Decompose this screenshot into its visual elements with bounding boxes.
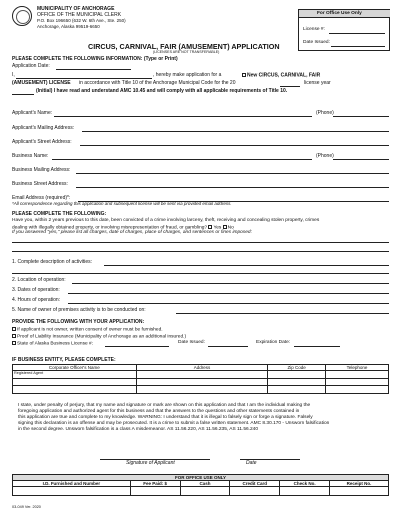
title10-text: in accordance with Title 10 of the Anchorage Municipal Code for the 20 (79, 80, 236, 86)
item2-label: 2. Location of operation: (12, 277, 66, 283)
item1-label: 1. Complete description of activities: (12, 259, 93, 265)
business-name-label: Business Name: (12, 153, 49, 159)
section3-heading: PROVIDE THE FOLLOWING WITH YOUR APPLICATION: (12, 319, 145, 325)
application-date-label: Application Date: (12, 63, 50, 69)
state-license-checkbox[interactable] (12, 341, 16, 345)
corporate-officers-table (12, 364, 389, 394)
col-fee-paid: Fee Paid: $ (130, 481, 180, 487)
street-address-field[interactable] (80, 145, 389, 146)
office-use-table-title: FOR OFFICE USE ONLY (13, 475, 389, 481)
dates-field[interactable] (68, 293, 389, 294)
conviction-details-line-1[interactable] (12, 242, 389, 243)
col-receipt-no: Receipt No. (330, 481, 389, 487)
municipal-seal-logo (12, 6, 32, 26)
col-id-furnished: I.D. Furnished and Number (13, 481, 131, 487)
declaration-line-1: I state, under penalty of perjury, that my name and signature or mark are shown on this application and that I am the individual making the (18, 403, 311, 408)
expiration-date-field[interactable] (294, 346, 340, 347)
section2-heading: PLEASE COMPLETE THE FOLLOWING: (12, 211, 107, 217)
declaration-line-3: this application are true and complete to my knowledge. WARNING: I understand that it is illegal to falsely sign or forge a signature. Falsely (18, 415, 313, 420)
col-zip: Zip Code (268, 365, 326, 371)
state-license-date-issued-field[interactable] (208, 346, 248, 347)
conviction-question-2: dealing with illegally obtained property, or involving misrepresentation of fraud, or gambling? Yes No (12, 225, 234, 231)
declaration-line-4: signing this declaration is an offense and may be prosecuted. It is a crime to submit a false written statement. AMC 8.30.170 - Unsworn falsification (18, 421, 330, 426)
office-use-title: For Office Use Only (317, 11, 362, 16)
insurance-item: Proof of Liability Insurance (Municipality of Anchorage as an additional insured.) (12, 334, 186, 340)
yes-checkbox[interactable] (208, 225, 212, 229)
business-name-field[interactable] (52, 159, 312, 160)
owner-consent-item: If applicant is not owner, written consent of owner must be furnished. (12, 327, 163, 333)
signature-date-label: Date (246, 460, 257, 466)
license-number-field[interactable] (329, 33, 385, 34)
hours-field[interactable] (68, 303, 389, 304)
state-license-number-field[interactable] (105, 346, 169, 347)
address-line-1: P.O. Box 196650 (632 W. 6th Ave., Ste. 250) (37, 18, 126, 23)
item4-label: 4. Hours of operation: (12, 297, 61, 303)
mailing-address-label: Applicant's Mailing Address: (12, 125, 75, 131)
signature-label: Signature of Applicant (126, 460, 175, 466)
section1-heading: PLEASE COMPLETE THE FOLLOWING INFORMATION: (Type or Print) (12, 56, 178, 62)
col-cash: Cash (180, 481, 230, 487)
initial-statement: (Initial) I have read and understand AMC 10.45 and will comply with all applicable requirements of Title 10. (36, 88, 288, 94)
applicant-name-declaration-field[interactable] (16, 78, 152, 79)
phone-label-1: (Phone) (316, 110, 334, 116)
applicant-name-label: Applicant's Name: (12, 110, 53, 116)
col-telephone: Telephone (326, 365, 389, 371)
license-year-field[interactable] (280, 86, 300, 87)
item5-label: 5. Name of owner of premises activity is to be conducted on: (12, 307, 146, 313)
office-use-table (12, 474, 389, 496)
org-name: MUNICIPALITY OF ANCHORAGE (37, 6, 115, 12)
premises-owner-field[interactable] (176, 313, 389, 314)
expiration-date-label: Expiration Date: (256, 340, 291, 345)
form-subtitle: (LICENSES ARE NOT TRANSFERABLE) (153, 50, 220, 54)
office-name: OFFICE OF THE MUNICIPAL CLERK (37, 12, 122, 18)
business-mailing-field[interactable] (76, 173, 389, 174)
item3-label: 3. Dates of operation: (12, 287, 60, 293)
location-field[interactable] (72, 283, 389, 284)
date-issued-label: Date Issued: (303, 40, 330, 45)
table-row[interactable] (13, 386, 389, 394)
application-date-field[interactable] (56, 69, 131, 70)
initial-field[interactable] (12, 94, 34, 95)
license-number-label: License #: (303, 27, 325, 32)
conviction-question-1: Have you, within 2 years previous to this date, been convicted of a crime involving larceny, theft, receiving and concealing stolen property, crimes (12, 218, 320, 223)
state-license-item: State of Alaska Business License #: (12, 341, 93, 347)
table-row[interactable] (13, 378, 389, 386)
new-license-checkbox[interactable] (242, 73, 246, 77)
declaration-line-5: in the second degree. Unsworn falsification is a class A misdemeanor. AS 11.56.220, AS 11.56.235, AS 11.56.240 (18, 427, 258, 432)
hereby-text: , hereby make application for a (153, 72, 222, 78)
owner-consent-checkbox[interactable] (12, 327, 16, 331)
section4-heading: IF BUSINESS ENTITY, PLEASE COMPLETE: (12, 357, 116, 363)
conviction-details-line-2[interactable] (12, 251, 389, 252)
applicant-phone-field[interactable] (333, 116, 389, 117)
col-credit-card: Credit Card (230, 481, 280, 487)
license-year-label: license year (304, 80, 331, 86)
state-license-date-issued-label: Date Issued: (178, 340, 205, 345)
table-row[interactable] (13, 371, 389, 379)
table-row[interactable] (13, 487, 389, 496)
col-officer-name: Corporate Officer's Name (13, 365, 137, 371)
phone-label-2: (Phone) (316, 153, 334, 159)
date-issued-field[interactable] (331, 46, 385, 47)
address-line-2: Anchorage, Alaska 99519-6650 (37, 23, 100, 29)
applicant-i-label: I, (12, 72, 15, 78)
conviction-instructions: If you answered "yes," please list all charges, date of charges, place of charges, and sentences or fines imposed: (12, 230, 252, 235)
email-label: Email Address (required)*: (12, 195, 71, 201)
business-mailing-label: Business Mailing Address: (12, 167, 71, 173)
amusement-license-text: (AMUSEMENT) LICENSE (12, 80, 71, 86)
mailing-address-field[interactable] (82, 131, 389, 132)
insurance-checkbox[interactable] (12, 334, 16, 338)
declaration-line-2: foregoing application and authorized agent for this business and that the answers to the questions and other statements contained in (18, 409, 300, 414)
col-check-no: Check No. (280, 481, 330, 487)
business-street-field[interactable] (76, 187, 389, 188)
no-checkbox[interactable] (223, 225, 227, 229)
registered-agent-cell: Registered Agent (13, 371, 137, 379)
activities-description-field[interactable] (104, 265, 389, 266)
applicant-name-field[interactable] (54, 116, 312, 117)
office-use-box (298, 9, 390, 51)
form-id: 03-049 Ver. 2020 (12, 505, 41, 509)
street-address-label: Applicant's Street Address: (12, 139, 72, 145)
form-title: CIRCUS, CARNIVAL, FAIR (AMUSEMENT) APPLICATION (88, 42, 280, 51)
new-license-option: New CIRCUS, CARNIVAL, FAIR (242, 73, 320, 79)
col-address: Address (136, 365, 268, 371)
business-phone-field[interactable] (333, 159, 389, 160)
activities-description-line-2[interactable] (12, 273, 389, 274)
business-street-label: Business Street Address: (12, 181, 68, 187)
email-note: *All correspondence regarding this application and subsequent license will be sent via provided email address. (12, 201, 232, 206)
